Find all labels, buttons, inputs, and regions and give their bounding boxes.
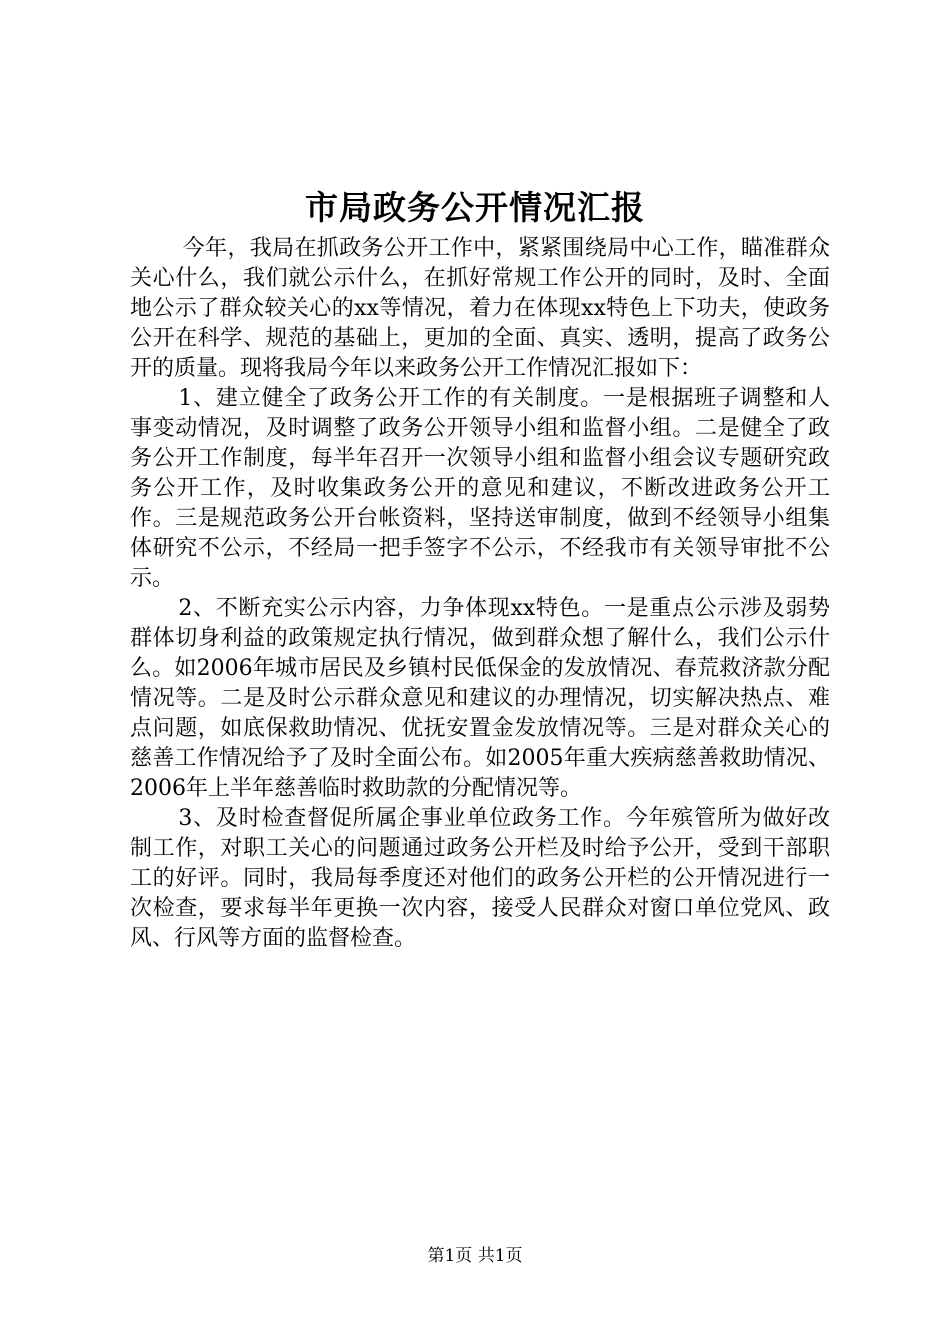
intro-paragraph: 今年，我局在抓政务公开工作中，紧紧围绕局中心工作，瞄准群众关心什么，我们就公示什么，在抓好常规工作公开的同时，及时、全面地公示了群众较关心的xx等情况，着力在体现xx特色上下功夫，使政务公开在科学、规范的基础上，更加的全面、真实、透明，提高了政务公开的质量。现将我局今年以来政务公开工作情况汇报如下： bbox=[130, 236, 830, 381]
document-title: 市局政务公开情况汇报 bbox=[305, 188, 645, 227]
section-3-paragraph: 3、及时检查督促所属企事业单位政务工作。今年殡管所为做好改制工作，对职工关心的问题通过政务公开栏及时给予公开，受到干部职工的好评。同时，我局每季度还对他们的政务公开栏的公开情况进行一次检查，要求每半年更换一次内容，接受人民群众对窗口单位党风、政风、行风等方面的监督检查。 bbox=[130, 806, 830, 951]
page-number-footer: 第1页 共1页 bbox=[427, 1246, 523, 1266]
section-1-paragraph: 1、建立健全了政务公开工作的有关制度。一是根据班子调整和人事变动情况，及时调整了政务公开领导小组和监督小组。二是健全了政务公开工作制度，每半年召开一次领导小组和监督小组会议专题研究政务公开工作，及时收集政务公开的意见和建议，不断改进政务公开工作。三是规范政务公开台帐资料，坚持送审制度，做到不经领导小组集体研究不公示，不经局一把手签字不公示，不经我市有关领导审批不公示。 bbox=[130, 386, 830, 591]
document-body bbox=[130, 234, 830, 954]
section-2-paragraph: 2、不断充实公示内容，力争体现xx特色。一是重点公示涉及弱势群体切身利益的政策规定执行情况，做到群众想了解什么，我们公示什么。如2006年城市居民及乡镇村民低保金的发放情况、春荒救济款分配情况等。二是及时公示群众意见和建议的办理情况，切实解决热点、难点问题，如底保救助情况、优抚安置金发放情况等。三是对群众关心的慈善工作情况给予了及时全面公布。如2005年重大疾病慈善救助情况、2006年上半年慈善临时救助款的分配情况等。 bbox=[130, 596, 830, 801]
